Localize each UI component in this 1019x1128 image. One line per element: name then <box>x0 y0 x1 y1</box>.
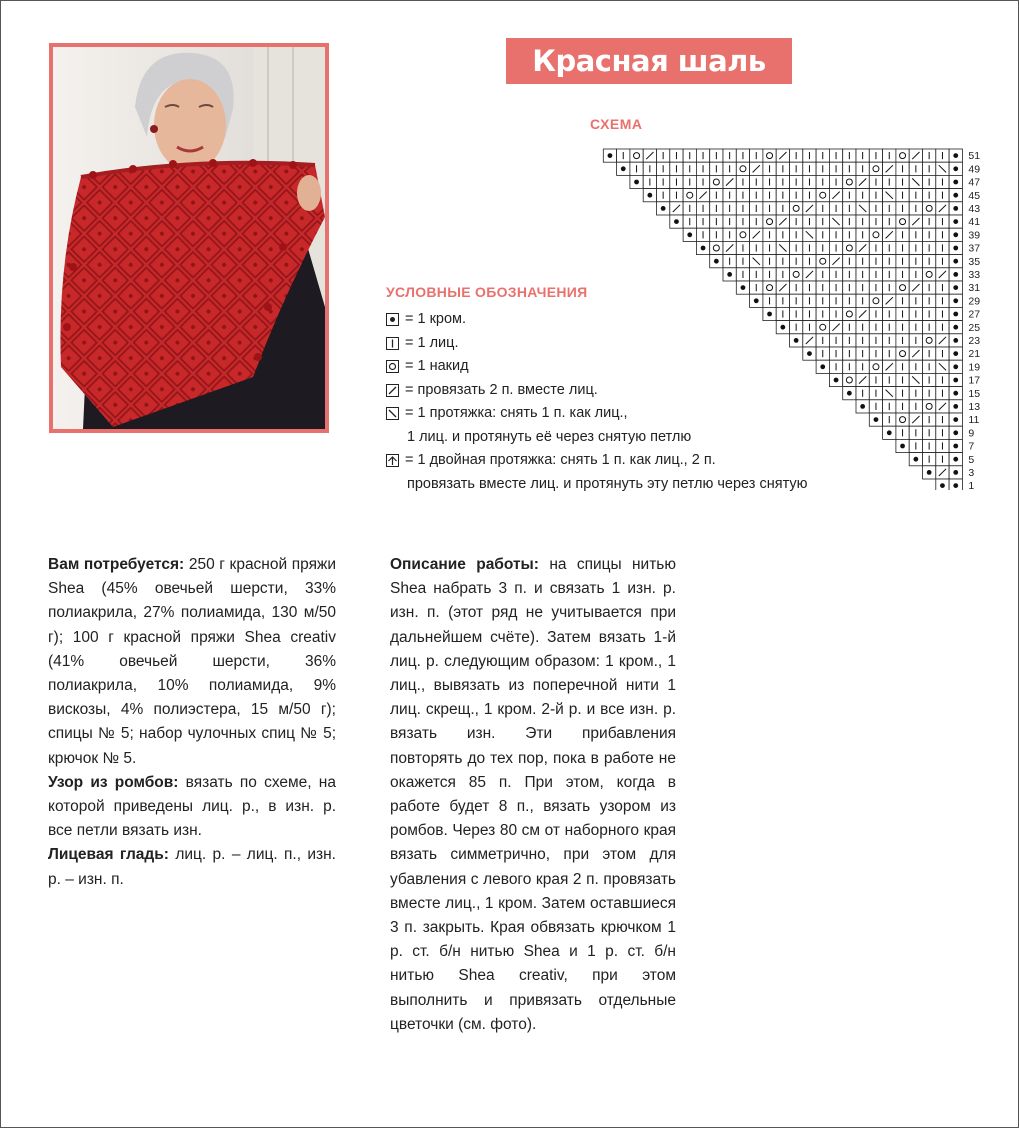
pattern-text: вязать по схеме, на которой приведены лиц. р., в изн. р. все петли вязать изн. <box>48 773 336 840</box>
legend-item-text: = провязать 2 п. вместе лиц. <box>405 381 598 398</box>
legend-item-text: = 1 протяжка: снять 1 п. как лиц., <box>405 405 628 421</box>
chart-row-number: 15 <box>968 387 981 400</box>
stockinette-text: лиц. р. – лиц. п., изн. р. – изн. п. <box>48 846 336 888</box>
chart-row-number: 37 <box>968 242 981 255</box>
edge-stitch-mark <box>953 219 958 224</box>
chart-row-number: 39 <box>968 229 981 242</box>
legend-heading: УСЛОВНЫЕ ОБОЗНАЧЕНИЯ <box>386 284 588 300</box>
chart-cell <box>869 294 882 307</box>
edge-stitch-mark <box>741 285 746 290</box>
knit-stitch-icon <box>386 337 399 350</box>
chart-cell <box>923 334 936 347</box>
edge-stitch-mark <box>953 338 958 343</box>
chart-row-number: 29 <box>968 295 981 308</box>
edge-stitch-mark <box>887 430 892 435</box>
edge-stitch-mark <box>953 232 958 237</box>
chart-row-number: 35 <box>968 255 981 268</box>
chart-cell <box>869 228 882 241</box>
edge-stitch-mark <box>953 166 958 171</box>
pattern-paragraph <box>48 771 336 844</box>
edge-stitch-mark <box>674 219 679 224</box>
legend-item-knit <box>386 332 886 356</box>
chart-row-number: 17 <box>968 374 981 387</box>
legend-item-text: = 1 лиц. <box>405 334 459 351</box>
model-photo <box>49 43 329 433</box>
edge-stitch-mark <box>953 259 958 264</box>
description-heading: Описание работы: <box>390 556 539 573</box>
woman-in-red-shawl-image <box>53 47 325 429</box>
edge-stitch-mark <box>754 298 759 303</box>
k2tog-icon <box>386 384 399 397</box>
edge-stitch-mark <box>953 180 958 185</box>
edge-stitch-mark <box>621 166 626 171</box>
page-title: Красная шаль <box>506 38 792 84</box>
chart-row-number: 21 <box>968 348 981 361</box>
edge-stitch-mark <box>913 457 918 462</box>
chart-row-number: 11 <box>968 414 980 427</box>
legend-item-double-decrease-cont <box>386 473 886 497</box>
chart-cell <box>843 175 856 188</box>
chart-row-number: 41 <box>968 216 981 229</box>
materials-heading: Вам потребуется: <box>48 556 185 573</box>
chart-cell <box>790 268 803 281</box>
edge-stitch-mark <box>953 470 958 475</box>
chart-cell <box>790 202 803 215</box>
legend-item-yarn-over <box>386 355 886 379</box>
chart-row-number: 7 <box>968 440 975 453</box>
edge-stitch-mark <box>953 457 958 462</box>
edge-stitch-mark <box>953 285 958 290</box>
edge-stitch-mark <box>953 483 958 488</box>
chart-cell <box>683 189 696 202</box>
chart-cell <box>896 281 909 294</box>
legend-item-text: = 1 двойная протяжка: снять 1 п. как лиц., 2 п. <box>405 452 716 468</box>
chart-row-number: 31 <box>968 282 981 295</box>
legend-item-double-decrease <box>386 449 886 473</box>
edge-stitch-mark <box>661 206 666 211</box>
edge-stitch-mark <box>953 351 958 356</box>
chart-row-number: 51 <box>968 150 981 163</box>
legend-item-edge <box>386 308 886 332</box>
edge-stitch-mark <box>953 272 958 277</box>
chart-row-number: 43 <box>968 203 981 215</box>
materials-paragraph <box>48 553 336 771</box>
stockinette-paragraph <box>48 843 336 891</box>
legend-item-ssk <box>386 402 886 426</box>
description-text: на спицы нитью Shea набрать 3 п. и связать 1 изн. р. изн. п. (этот ряд не учитывается при дальнейшем счёте). Затем вязать 1-й лиц. р. следующим образом: 1 кром., 1 лиц., вывязать из поперечной нити 1 лиц. скрещ., 1 кром. 2-й р. и все изн. р. вязать изн. Эти прибавления повторять до тех пор, пока в работе не окажется 85 п. При этом, когда в работе будет 8 п., вязать узором из ромбов. Через 80 см от наборного края вязать симметрично, при этом для убавления с левого края 2 п. провязать вместе лиц., 1 кром. Затем оставшиеся 3 п. закрыть. Края обвязать крючком 1 р. ст. б/н нитью Shea и 1 р. ст. б/н нитью Shea creativ, при этом выполнить и привязать отдельные цветочки (см. фото). <box>390 556 676 1033</box>
edge-stitch-mark <box>727 272 732 277</box>
legend-item-text: = 1 накид <box>405 358 469 374</box>
edge-stitch-mark <box>953 404 958 409</box>
chart-cell <box>923 400 936 413</box>
chart-row-number: 47 <box>968 176 981 189</box>
chart-cell <box>843 241 856 254</box>
stockinette-heading: Лицевая гладь: <box>48 846 169 864</box>
chart-row-number: 19 <box>968 361 981 374</box>
chart-cell <box>869 162 882 175</box>
edge-stitch-mark <box>953 391 958 396</box>
legend-item-text: 1 лиц. и протянуть её через снятую петлю <box>407 428 692 445</box>
chart-cell <box>896 149 909 162</box>
edge-stitch-mark <box>940 483 945 488</box>
chart-cell <box>816 189 829 202</box>
edge-stitch-mark <box>953 364 958 369</box>
chart-row-number: 33 <box>968 269 981 281</box>
pattern-heading: Узор из ромбов: <box>48 773 179 791</box>
chart-cell <box>923 202 936 215</box>
legend-item-k2tog <box>386 379 886 403</box>
chart-row-number: 9 <box>968 427 975 440</box>
edge-stitch-mark <box>953 298 958 303</box>
edge-stitch-mark <box>953 312 958 317</box>
edge-stitch-mark <box>953 430 958 435</box>
edge-stitch-mark <box>953 193 958 198</box>
chart-row-number: 25 <box>968 321 981 334</box>
chart-cell <box>763 149 776 162</box>
edge-stitch-mark <box>647 193 652 198</box>
chart-row-number: 1 <box>968 480 975 490</box>
chart-cell <box>896 413 909 426</box>
edge-stitch-mark <box>701 246 706 251</box>
edge-stitch-mark <box>900 444 905 449</box>
edge-stitch-mark <box>953 378 958 383</box>
edge-stitch-mark <box>953 153 958 158</box>
yarn-over-icon <box>386 360 399 373</box>
chart-cell <box>630 149 643 162</box>
edge-stitch-mark <box>953 325 958 330</box>
edge-stitch-mark <box>953 417 958 422</box>
chart-cell <box>923 268 936 281</box>
edge-stitch-mark <box>953 206 958 211</box>
legend <box>386 308 886 496</box>
edge-stitch-mark <box>927 470 932 475</box>
chart-row-number: 27 <box>968 308 981 321</box>
edge-stitch-mark <box>687 232 692 237</box>
chart-row-number: 5 <box>968 453 975 466</box>
materials-text: 250 г красной пряжи Shea (45% овечьей шерсти, 33% полиакрила, 27% полиамида, 130 м/50 г); 100 г красной пряжи Shea creativ (41% овечьей шерсти, 36% полиакрила, 10% полиамида, 9% вискозы, 4% полиэстера, 15 м/50 г); спицы № 5; набор чулочных спиц № 5; крючок № 5. <box>48 556 337 767</box>
chart-cell <box>736 162 749 175</box>
edge-stitch-mark <box>608 153 613 158</box>
chart-row-number: 13 <box>968 401 981 413</box>
chart-cell <box>763 281 776 294</box>
edge-stitch-mark <box>953 246 958 251</box>
double-decrease-icon <box>386 454 399 467</box>
edge-stitch-mark <box>714 259 719 264</box>
chart-row-number: 23 <box>968 335 981 347</box>
chart-cell <box>896 347 909 360</box>
edge-stitch-mark <box>953 444 958 449</box>
chart-row-number: 3 <box>968 467 975 479</box>
schema-heading: СХЕМА <box>590 116 643 132</box>
chart-cell <box>896 215 909 228</box>
materials-column <box>48 553 336 892</box>
description-paragraph <box>390 553 676 1037</box>
chart-cell <box>710 175 723 188</box>
chart-cell <box>736 228 749 241</box>
legend-item-text: = 1 кром. <box>405 311 467 327</box>
chart-cell <box>816 255 829 268</box>
edge-stitch-mark <box>634 180 639 185</box>
chart-row-number: 49 <box>968 163 981 176</box>
chart-cell <box>763 215 776 228</box>
legend-item-text: провязать вместе лиц. и протянуть эту петлю через снятую <box>407 475 808 492</box>
description-column <box>390 553 676 1037</box>
edge-stitch-icon <box>386 313 399 326</box>
legend-item-ssk-cont <box>386 426 886 450</box>
ssk-icon <box>386 407 399 420</box>
chart-row-number: 45 <box>968 189 981 202</box>
chart-cell <box>710 241 723 254</box>
